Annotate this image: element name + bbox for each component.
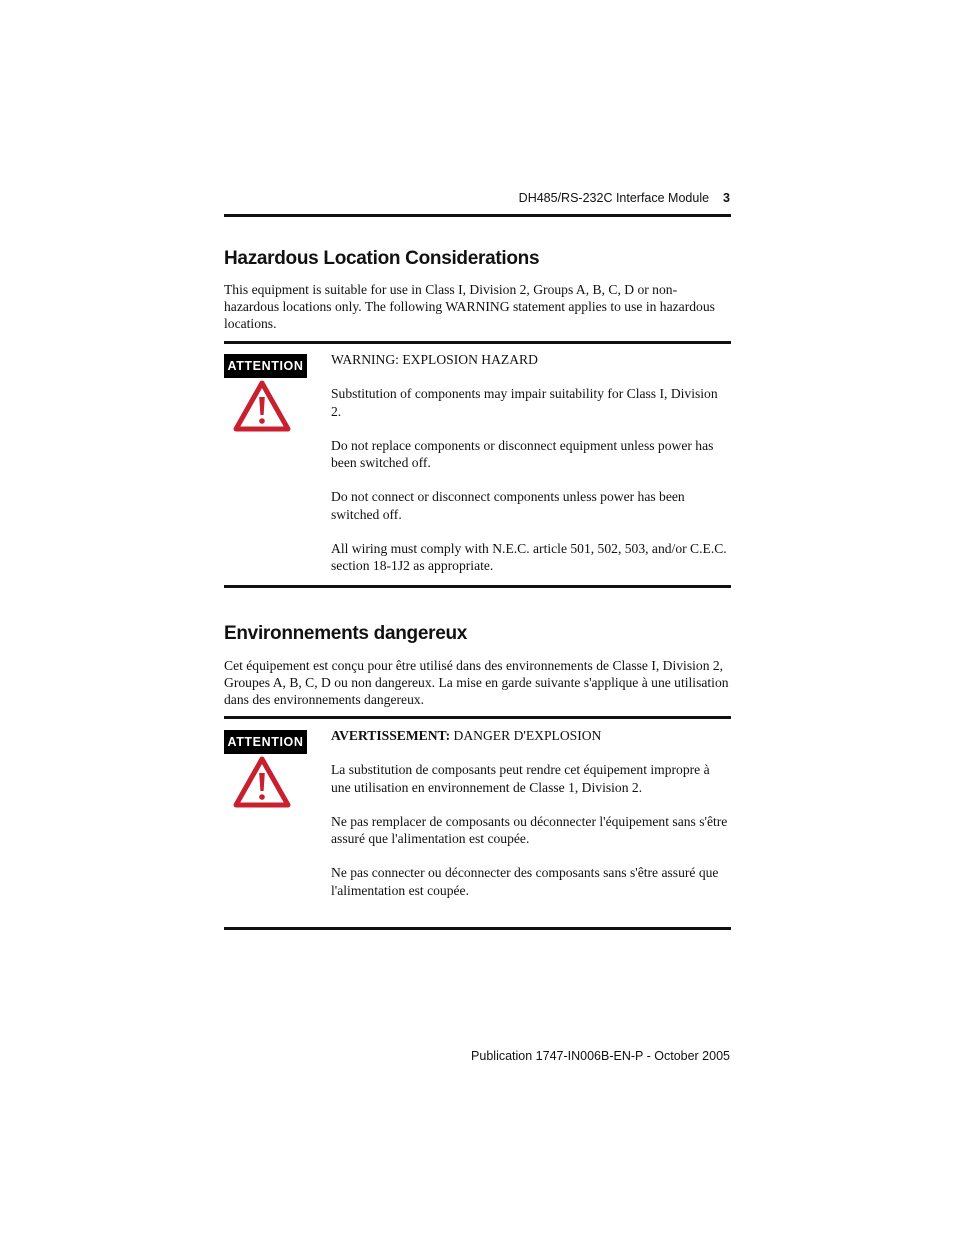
attention-bottom-rule-fr <box>224 927 731 930</box>
attention-top-rule-fr <box>224 716 731 719</box>
attention-badge-en: ATTENTION <box>224 354 307 378</box>
attention-badge-fr: ATTENTION <box>224 730 307 754</box>
attention-top-rule-en <box>224 341 731 344</box>
publication-footer: Publication 1747-IN006B-EN-P - October 2005 <box>471 1049 730 1063</box>
intro-paragraph-en: This equipment is suitable for use in Class I, Division 2, Groups A, B, C, D or non-hazardous locations only. The following WARNING statement applies to use in hazardous locations. <box>224 282 715 331</box>
attention-lead-en: WARNING: EXPLOSION HAZARD <box>331 352 538 367</box>
warning-triangle-icon <box>233 756 291 808</box>
attention-item-en-2: Do not replace components or disconnect equipment unless power has been switched off. <box>331 437 714 470</box>
running-header <box>224 191 730 211</box>
header-rule <box>224 214 731 217</box>
attention-text-en <box>331 351 731 591</box>
section-heading-en: Hazardous Location Considerations <box>224 248 540 269</box>
attention-lead-fr <box>331 727 731 745</box>
attention-item-en-3: Do not connect or disconnect components unless power has been switched off. <box>331 489 685 522</box>
header-title: DH485/RS-232C Interface Module <box>518 191 710 205</box>
page-number: 3 <box>723 191 730 205</box>
warning-triangle-icon <box>233 380 291 432</box>
attention-item-fr-3: Ne pas connecter ou déconnecter des composants sans s'être assuré que l'alimentation est coupée. <box>331 865 719 898</box>
attention-item-en-1: Substitution of components may impair suitability for Class I, Division 2. <box>331 386 718 419</box>
attention-item-fr-1: La substitution de composants peut rendre cet équipement impropre à une utilisation en environnement de Classe 1, Division 2. <box>331 762 710 795</box>
attention-text-fr <box>331 727 731 916</box>
attention-lead-bold-fr: AVERTISSEMENT: <box>331 728 451 743</box>
attention-lead-rest-fr: DANGER D'EXPLOSION <box>450 728 602 743</box>
attention-item-en-4: All wiring must comply with N.E.C. article 501, 502, 503, and/or C.E.C. section 18-1J2 as appropriate. <box>331 540 727 573</box>
section-heading-fr: Environnements dangereux <box>224 623 468 644</box>
intro-paragraph-fr: Cet équipement est conçu pour être utilisé dans des environnements de Classe I, Division 2, Groupes A, B, C, D ou non dangereux. La mise en garde suivante s'applique à une utilisation dans des environnements dangereux. <box>224 658 729 707</box>
attention-bottom-rule-en <box>224 585 731 588</box>
attention-item-fr-2: Ne pas remplacer de composants ou déconnecter l'équipement sans s'être assuré que l'alimentation est coupée. <box>331 813 728 846</box>
